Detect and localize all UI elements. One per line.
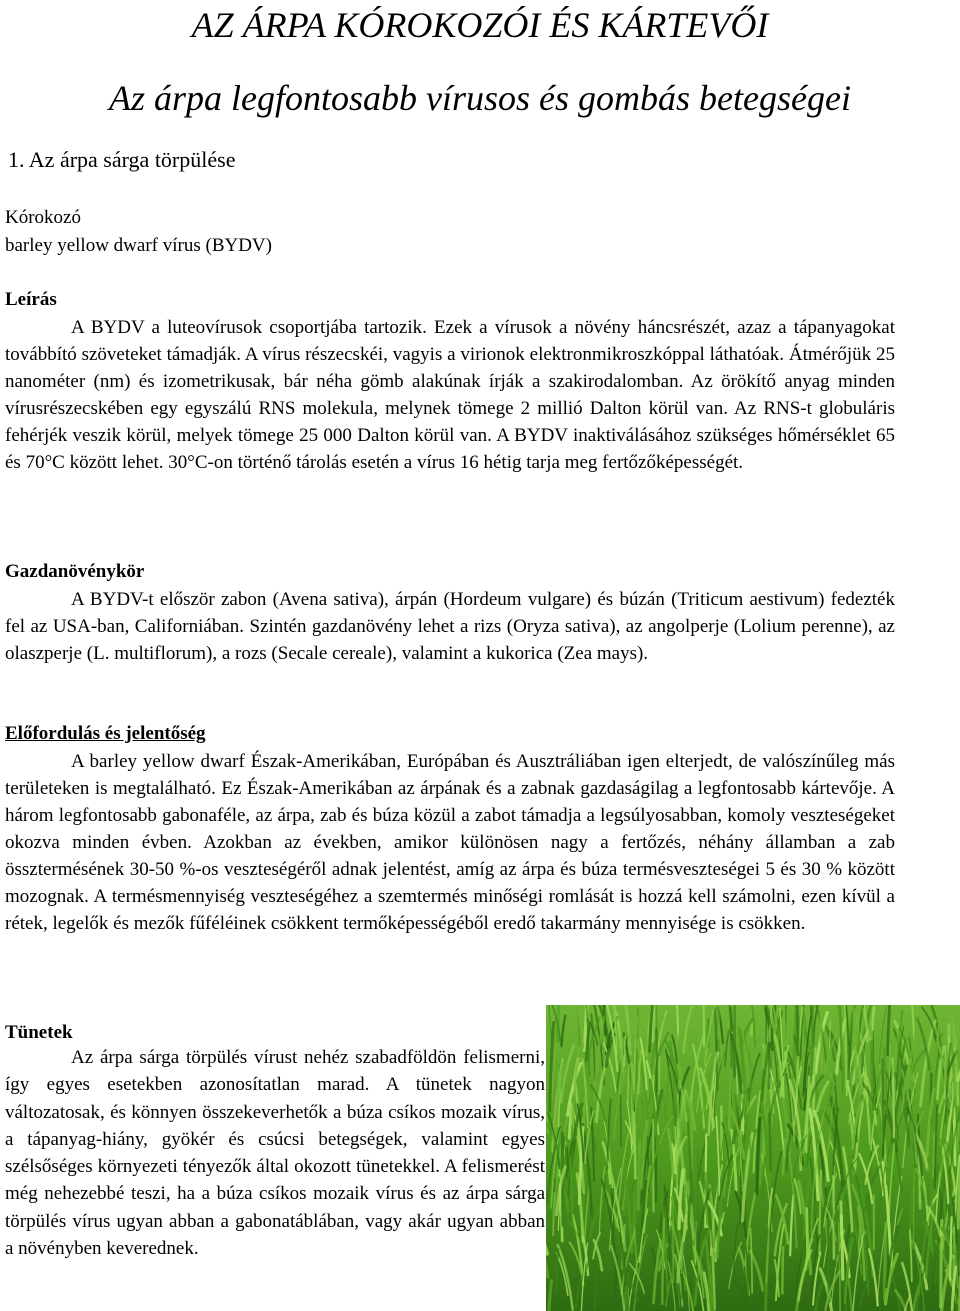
gazda-paragraph	[5, 586, 895, 667]
korokozo-text: barley yellow dwarf vírus (BYDV)	[5, 235, 272, 256]
gazda-text: A BYDV-t először zabon (Avena sativa), árpán (Hordeum vulgare) és búzán (Triticum aestivum) fedezték fel az USA-ban, Californiában. Szintén gazdanövény lehet a rizs (Oryza sativa), az angolperje (Lolium perenne), az olaszperje (L. multiflorum), a rozs (Secale cereale), valamint a kukorica (Zea mays).	[5, 589, 895, 664]
tunetek-text: Az árpa sárga törpülés vírust nehéz szabadföldön felismerni, így egyes esetekben azonosítatlan marad. A tünetek nagyon változatosak, és könnyen összekeverhetők a búza csíkos mozaik vírus, a tápanyag-hiány, gyökér és csúcsi betegségek, valamint egyes szélsőséges környezeti tényezők által okozott tünetekkel. A felismerést még nehezebbé teszi, ha a búza csíkos mozaik vírus és az árpa sárga törpülés vírus ugyan abban a gabonatáblában, vagy akár ugyan abban a növényben keverednek.	[5, 1047, 545, 1260]
korokozo-label: Kórokozó	[5, 207, 81, 228]
grass-blade	[807, 1209, 808, 1260]
grass-blade	[632, 1064, 633, 1140]
leiras-paragraph	[5, 314, 895, 476]
document-subtitle: Az árpa legfontosabb vírusos és gombás betegségei	[109, 78, 851, 118]
tunetek-label: Tünetek	[5, 1022, 73, 1043]
tunetek-paragraph	[5, 1044, 545, 1262]
grass-blade	[634, 1113, 635, 1179]
grass-blade	[933, 1133, 934, 1176]
grass-blade	[770, 1114, 771, 1170]
grass-blade	[734, 1005, 735, 1074]
grass-blade	[656, 1029, 657, 1091]
grass-blade	[841, 1216, 843, 1279]
grass-blade	[782, 1247, 783, 1293]
grass-photo-svg	[546, 1005, 960, 1311]
grass-blade	[828, 1226, 829, 1301]
elofordulas-text: A barley yellow dwarf Észak-Amerikában, Európában és Ausztráliában igen elterjedt, de valószínűleg más területeken is megtalálható. Ez Észak-Amerikában az árpának és a zabnak gazdaságilag a legfontosabb kártevője. A három legfontosabb gabonaféle, az árpa, zab és búza közül a zabot támadja a legsúlyosabban, komoly veszteségeket okozva minden évben. Azokban az években, amikor különösen nagy a fertőzés, néhány államban a zab össztermésének 30-50 %-os veszteségéről adnak jelentést, amíg az árpa és búza termésveszteségei 5 és 30 % között mozognak. A termésmennyiség veszteségéhez a szemtermés minőségi romlását is hozzá kell számolni, ezen kívül a rétek, legelők és mezők fűféléinek csökkent termőképességéből eredő takarmány mennyisége is csökken.	[5, 751, 895, 934]
gazda-label: Gazdanövénykör	[5, 561, 145, 582]
elofordulas-label: Előfordulás és jelentőség	[5, 723, 206, 744]
leiras-text: A BYDV a luteovírusok csoportjába tartozik. Ezek a vírusok a növény háncsrészét, azaz a tápanyagokat továbbító szöveteket támadják. A vírus részecskéi, vagyis a virionok elektronmikroszkóppal láthatóak. Átmérőjük 25 nanométer (nm) és izometrikusak, bár néha gömb alakúnak írják a szakirodalomban. Az örökítő anyag minden vírusrészecskében egy egyszálú RNS molekula, melynek tömege 2 millió Dalton körül van. Az RNS-t globuláris fehérjék veszik körül, melyek tömege 25 000 Dalton körül van. A BYDV inaktiválásához szükséges hőmérséklet 65 és 70°C között lehet. 30°C-on történő tárolás esetén a vírus 16 hétig tarja meg fertőzőképességét.	[5, 317, 895, 473]
grass-blade	[871, 1041, 872, 1095]
grass-blade	[638, 1141, 640, 1209]
grass-field-image	[546, 1005, 960, 1311]
elofordulas-paragraph	[5, 748, 895, 937]
grass-blade	[950, 1217, 951, 1279]
leiras-label: Leírás	[5, 289, 57, 310]
section-title: 1. Az árpa sárga törpülése	[8, 147, 236, 172]
document-title: AZ ÁRPA KÓROKOZÓI ÉS KÁRTEVŐI	[191, 5, 769, 45]
grass-blade	[624, 1036, 625, 1066]
